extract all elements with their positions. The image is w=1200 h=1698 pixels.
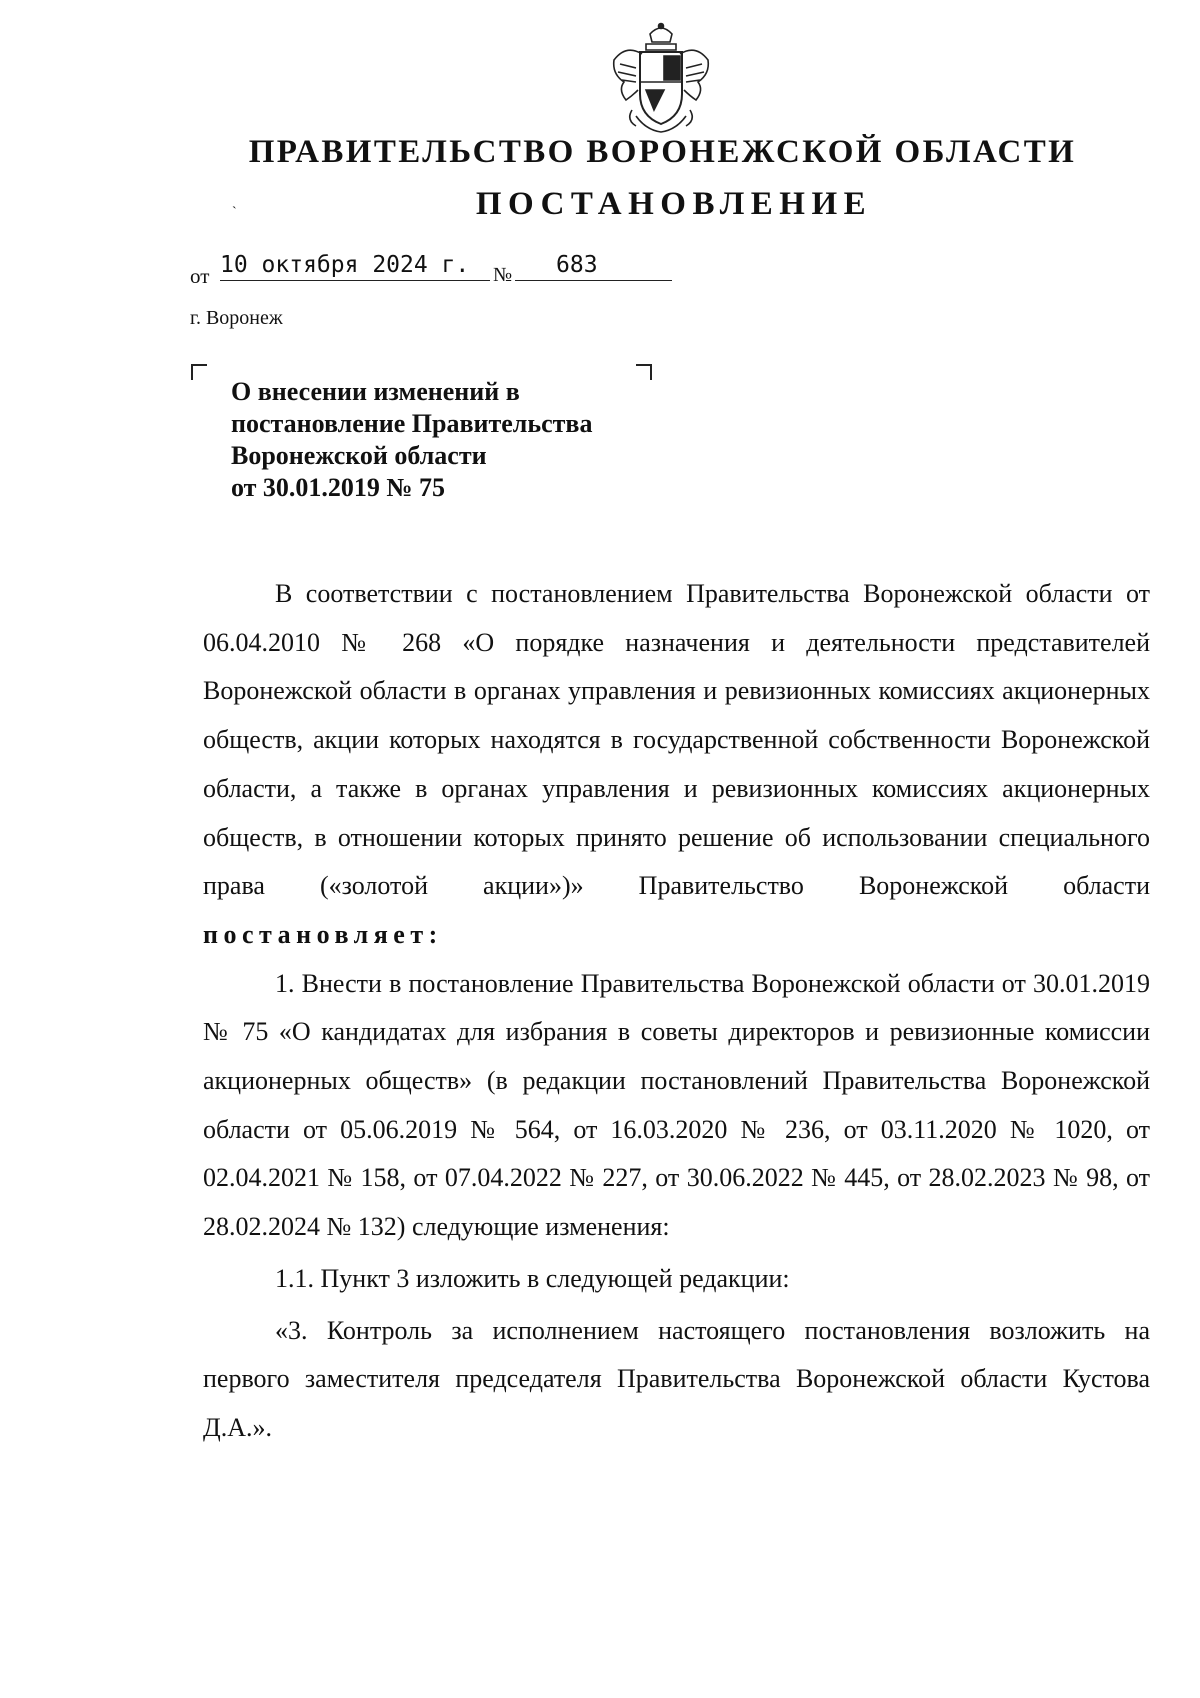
date-prefix: от (190, 264, 210, 288)
paragraph-quote: «3. Контроль за исполнением настоящего постановления возложить на первого заместителя председателя Правительства Воронежской области Кустова Д.А.». (203, 1315, 1150, 1442)
document-date: 10 октября 2024 г. (220, 252, 470, 278)
subject-line: Воронежской области (231, 441, 487, 470)
coat-of-arms-icon (606, 20, 716, 138)
document-subject (231, 376, 651, 504)
date-number-line (190, 252, 660, 292)
number-sign: № (490, 264, 515, 287)
subject-line: постановление Правительства (231, 409, 593, 438)
organization-title: ПРАВИТЕЛЬСТВО ВОРОНЕЖСКОЙ ОБЛАСТИ (248, 134, 1077, 170)
document-number: 683 (556, 252, 598, 278)
document-body (203, 570, 1150, 1453)
preamble-text: В соответствии с постановлением Правительства Воронежской области от 06.04.2010 № 268 «О порядке назначения и деятельности представителей Воронежской области в органах управления и ревизионных комиссиях акционерных обществ, акции которых находятся в государственной собственности Воронежской области, а также в органах управления и ревизионных комиссиях акционерных обществ, в отношении которых принято решение об использовании специального права («золотой акции»)» Правительство Воронежской области (203, 579, 1150, 901)
preamble-action: постановляет: (203, 919, 443, 949)
document-type: ПОСТАНОВЛЕНИЕ (475, 186, 873, 222)
document-city: г. Воронеж (190, 307, 283, 329)
subject-line: О внесении изменений в (231, 377, 520, 406)
paragraph-1-1: 1.1. Пункт 3 изложить в следующей редакции: (275, 1263, 790, 1293)
preamble-paragraph (203, 570, 1150, 960)
number-underline (522, 280, 672, 281)
paragraph-1: 1. Внести в постановление Правительства Воронежской области от 30.01.2019 № 75 «О кандидатах для избрания в советы директоров и ревизионные комиссии акционерных обществ» (в редакции постановлений Правительства Воронежской области от 05.06.2019 № 564, от 16.03.2020 № 236, от 03.11.2020 № 1020, от 02.04.2021 № 158, от 07.04.2022 № 227, от 30.06.2022 № 445, от 28.02.2023 № 98, от 28.02.2024 № 132) следующие изменения: (203, 968, 1150, 1242)
subject-line: от 30.01.2019 № 75 (231, 473, 446, 502)
subject-bracket-left (191, 364, 207, 380)
decorative-dot: ` (232, 205, 237, 220)
